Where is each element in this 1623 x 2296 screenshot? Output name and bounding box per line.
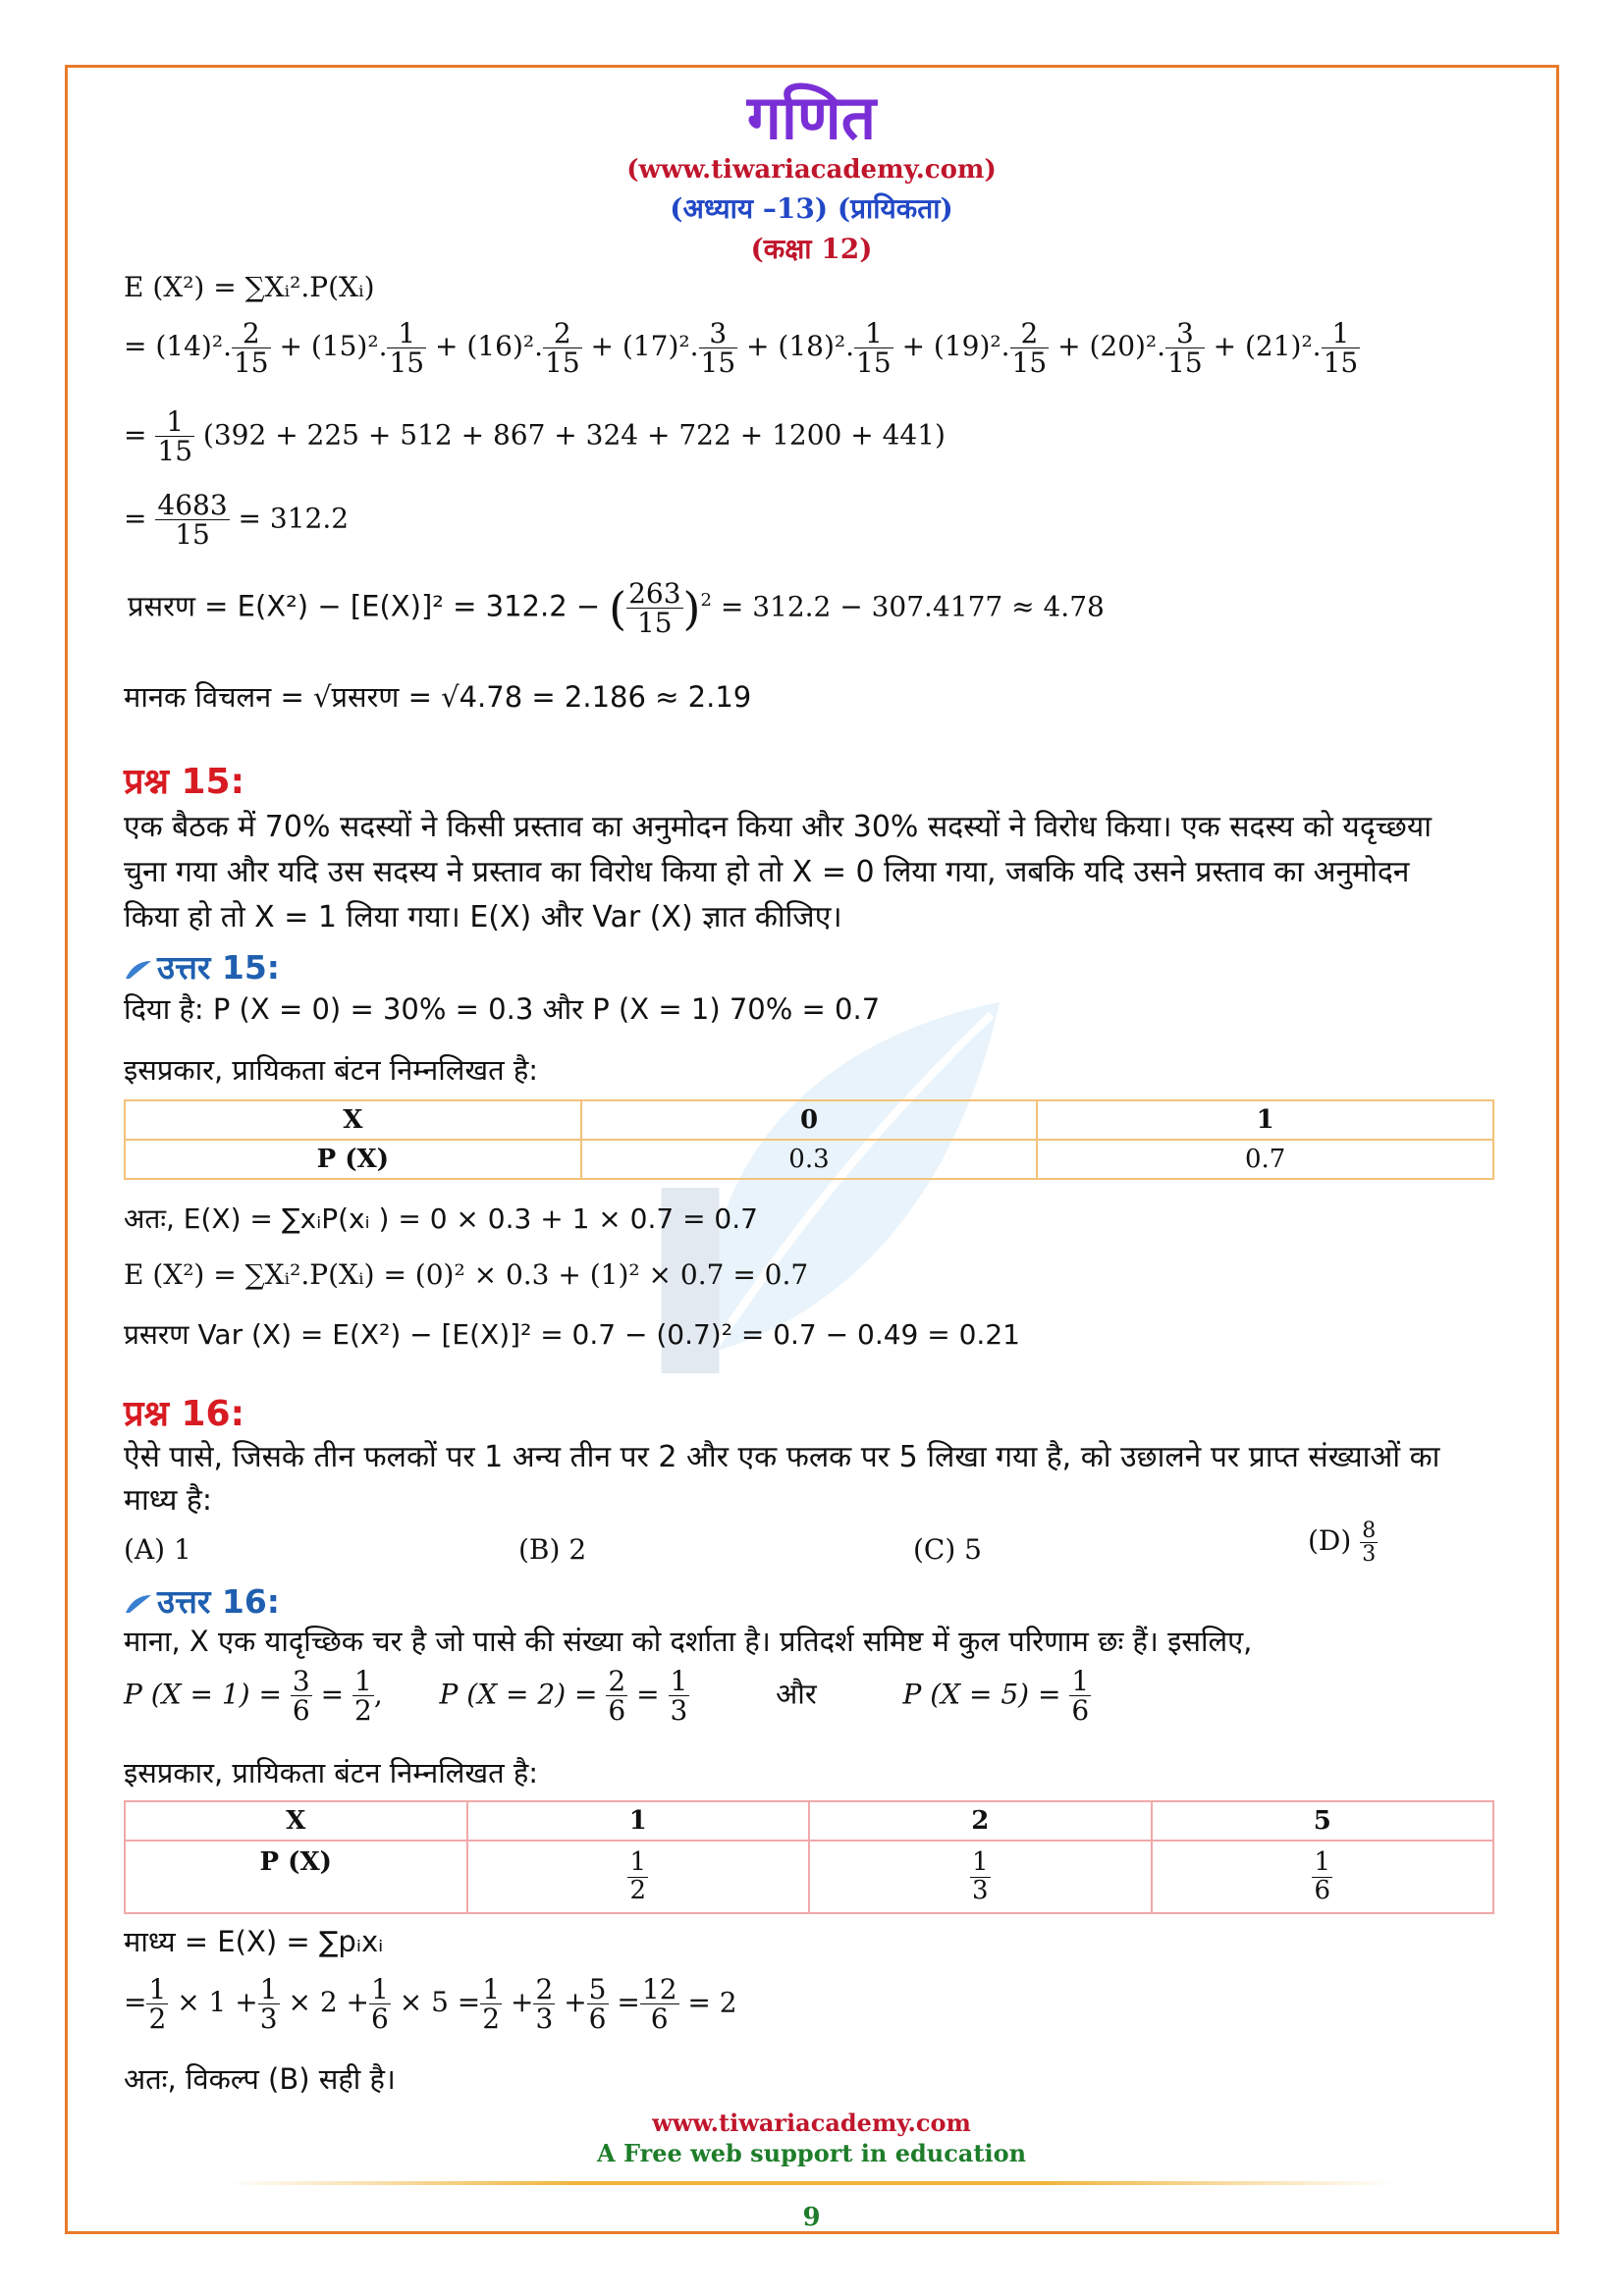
table-cell: P (X) bbox=[125, 1841, 467, 1913]
option-d: (D) $\frac{8}{3}$ bbox=[1308, 1519, 1377, 1568]
ex2-expansion-terms: = (14)². $\frac{2}{15}$ + (15)². $\frac{1}{15}$ + (16)². $\frac{2}{15}$ + (17)². $\frac{3}{15}$ + (18)². $\frac{1}{15}$ + (19)². $\frac{2}{15}$ + (20)². $\frac{3}{15}$ + (21)². $\frac{1}{15}$ bbox=[124, 317, 1359, 380]
table-cell: P (X) bbox=[125, 1140, 581, 1179]
variance-line: प्रसरण = E(X²) − [E(X)]² = 312.2 − ( $\frac{263}{15}$ )$^2$ = 312.2 − 307.4177 ≈ 4.78 bbox=[128, 577, 1105, 640]
answer-15-dist-intro: इसप्रकार, प्रायिकता बंटन निम्नलिखत है: bbox=[124, 1053, 539, 1087]
footer-tagline: A Free web support in education bbox=[596, 2139, 1027, 2167]
std-deviation-line: मानक विचलन = √प्रसरण = √4.78 = 2.186 ≈ 2.19 bbox=[124, 680, 752, 714]
fraction: $\frac{263}{15}$ bbox=[628, 577, 681, 640]
table-header-cell: 5 bbox=[1152, 1801, 1494, 1841]
table-cell: 0.7 bbox=[1037, 1140, 1493, 1179]
fraction: $\frac{2}{6}$ bbox=[608, 1665, 626, 1728]
option-a: (A) 1 bbox=[124, 1533, 191, 1566]
answer-16-line-1: माना, X एक यादृच्छिक चर है जो पासे की संख्या को दर्शाता है। प्रतिदर्श समिष्ट में कुल परिणाम छः हैं। इसलिए, bbox=[124, 1625, 1253, 1658]
fraction: $\frac{1}{6}$ bbox=[1071, 1665, 1090, 1728]
footer-divider bbox=[226, 2181, 1394, 2185]
page-title: गणित bbox=[746, 81, 877, 153]
answer-16-calculation: = $\frac{1}{2}$ × 1 + $\frac{1}{3}$ × 2 + $\frac{1}{6}$ × 5 = $\frac{1}{2}$ + $\frac{2}{3}$ + $\frac{5}{6}$ = $\frac{12}{6}$ = 2 bbox=[124, 1973, 737, 2036]
fraction: $\frac{1}{2}$ bbox=[148, 1973, 167, 2036]
header-site: (www.tiwariacademy.com) bbox=[626, 155, 997, 185]
footer-site: www.tiwariacademy.com bbox=[652, 2109, 971, 2137]
answer-15-expectation: अतः, E(X) = ∑xᵢP(xᵢ ) = 0 × 0.3 + 1 × 0.7 = 0.7 bbox=[124, 1202, 758, 1235]
page-number: 9 bbox=[802, 2203, 821, 2232]
fraction: $\frac{1}{6}$ bbox=[371, 1973, 389, 2036]
table-header-cell: 0 bbox=[581, 1100, 1038, 1140]
ex2-expansion bbox=[124, 319, 1360, 378]
fraction: $\frac{2}{15}$ bbox=[1011, 317, 1048, 380]
option-c: (C) 5 bbox=[913, 1533, 982, 1566]
fraction: $\frac{1}{3}$ bbox=[259, 1973, 278, 2036]
fraction: $\frac{2}{15}$ bbox=[233, 317, 269, 380]
question-15-line-3: किया हो तो X = 1 लिया गया। E(X) और Var (X) ज्ञात कीजिए। bbox=[124, 900, 842, 934]
question-16-line-1: ऐसे पासे, जिसके तीन फलकों पर 1 अन्य तीन पर 2 और एक फलक पर 5 लिखा गया है, को उछालने पर प्राप्त संख्याओं का bbox=[124, 1440, 1440, 1474]
answer-15-variance: प्रसरण Var (X) = E(X²) − [E(X)]² = 0.7 − (0.7)² = 0.7 − 0.49 = 0.21 bbox=[124, 1318, 1020, 1351]
table-header-cell: 1 bbox=[1037, 1100, 1493, 1140]
answer-16-dist-intro: इसप्रकार, प्रायिकता बंटन निम्नलिखत है: bbox=[124, 1756, 539, 1789]
table-row bbox=[125, 1140, 1493, 1179]
fraction: $\frac{1}{15}$ bbox=[157, 405, 193, 468]
answer-16-mean: माध्य = E(X) = ∑pᵢxᵢ bbox=[124, 1925, 384, 1958]
fraction: $\frac{3}{6}$ bbox=[292, 1665, 310, 1728]
table-header-cell: 2 bbox=[809, 1801, 1152, 1841]
fraction: $\frac{8}{3}$ bbox=[1362, 1519, 1377, 1568]
fraction: $\frac{3}{15}$ bbox=[1167, 317, 1203, 380]
table-cell: $\frac{1}{6}$ bbox=[1152, 1841, 1494, 1913]
question-16-label: प्रश्न 16: bbox=[124, 1394, 244, 1434]
distribution-table-15 bbox=[124, 1099, 1494, 1180]
header-chapter: (अध्याय –13) (प्रायिकता) bbox=[670, 192, 953, 225]
header-class: (कक्षा 12) bbox=[750, 233, 873, 265]
ex2-definition: E (X²) = ∑Xᵢ².P(Xᵢ) bbox=[124, 271, 375, 303]
table-cell: 0.3 bbox=[581, 1140, 1038, 1179]
fraction: $\frac{3}{15}$ bbox=[700, 317, 736, 380]
table-cell: $\frac{1}{3}$ bbox=[809, 1841, 1152, 1913]
table-row bbox=[125, 1841, 1493, 1913]
option-b: (B) 2 bbox=[518, 1533, 587, 1566]
answer-15-ex2: E (X²) = ∑Xᵢ².P(Xᵢ) = (0)² × 0.3 + (1)² × 0.7 = 0.7 bbox=[124, 1258, 809, 1291]
fraction: $\frac{2}{3}$ bbox=[535, 1973, 554, 2036]
table-header-cell: 1 bbox=[467, 1801, 810, 1841]
fraction: $\frac{12}{6}$ bbox=[641, 1973, 677, 2036]
table-row bbox=[125, 1100, 1493, 1140]
fraction: $\frac{1}{15}$ bbox=[856, 317, 892, 380]
question-15-line-2: चुना गया और यदि उस सदस्य ने प्रस्ताव का विरोध किया हो तो X = 0 लिया गया, जबकि यदि उसने प्रस्ताव का अनुमोदन bbox=[124, 855, 1410, 889]
table-header-cell: X bbox=[125, 1100, 581, 1140]
fraction: $\frac{1}{15}$ bbox=[389, 317, 425, 380]
fraction: $\frac{4683}{15}$ bbox=[157, 489, 228, 552]
answer-15-given: दिया है: P (X = 0) = 30% = 0.3 और P (X = 1) 70% = 0.7 bbox=[124, 992, 881, 1026]
question-15-label: प्रश्न 15: bbox=[124, 762, 244, 802]
ex2-result-line: = $\frac{4683}{15}$ = 312.2 bbox=[124, 489, 350, 552]
answer-16-conclusion: अतः, विकल्प (B) सही है। bbox=[124, 2062, 396, 2096]
table-header-cell: X bbox=[125, 1801, 467, 1841]
distribution-table-16 bbox=[124, 1800, 1494, 1914]
calculation-terms: = $\frac{1}{2}$ × 1 + $\frac{1}{3}$ × 2 + $\frac{1}{6}$ × 5 = $\frac{1}{2}$ + $\frac{2}{3}$ + $\frac{5}{6}$ = $\frac{12}{6}$ bbox=[124, 1973, 677, 2036]
pen-icon bbox=[124, 1593, 153, 1615]
fraction: $\frac{1}{2}$ bbox=[482, 1973, 501, 2036]
fraction: $\frac{1}{2}$ bbox=[353, 1665, 372, 1728]
fraction: $\frac{1}{15}$ bbox=[1323, 317, 1359, 380]
question-16-line-2: माध्य है: bbox=[124, 1483, 212, 1518]
fraction: $\frac{5}{6}$ bbox=[588, 1973, 607, 2036]
pen-icon bbox=[124, 959, 153, 981]
answer-16-label: उत्तर 16: bbox=[124, 1578, 280, 1623]
answer-16-probabilities: P (X = 1) = $\frac{3}{6}$ = $\frac{1}{2}$ , P (X = 2) = $\frac{2}{6}$ = $\frac{1}{3}$ और P (X = 5) = $\frac{1}{6}$ bbox=[124, 1665, 1090, 1728]
answer-15-label: उत्तर 15: bbox=[124, 944, 280, 988]
ex2-sum-line: = $\frac{1}{15}$ (392 + 225 + 512 + 867 + 324 + 722 + 1200 + 441) bbox=[124, 405, 946, 468]
fraction: $\frac{2}{15}$ bbox=[545, 317, 580, 380]
table-row bbox=[125, 1801, 1493, 1841]
table-cell: $\frac{1}{2}$ bbox=[467, 1841, 810, 1913]
fraction: $\frac{1}{3}$ bbox=[670, 1665, 688, 1728]
question-15-line-1: एक बैठक में 70% सदस्यों ने किसी प्रस्ताव का अनुमोदन किया और 30% सदस्यों ने विरोध किया। एक सदस्य को यदृच्छया bbox=[124, 810, 1432, 844]
